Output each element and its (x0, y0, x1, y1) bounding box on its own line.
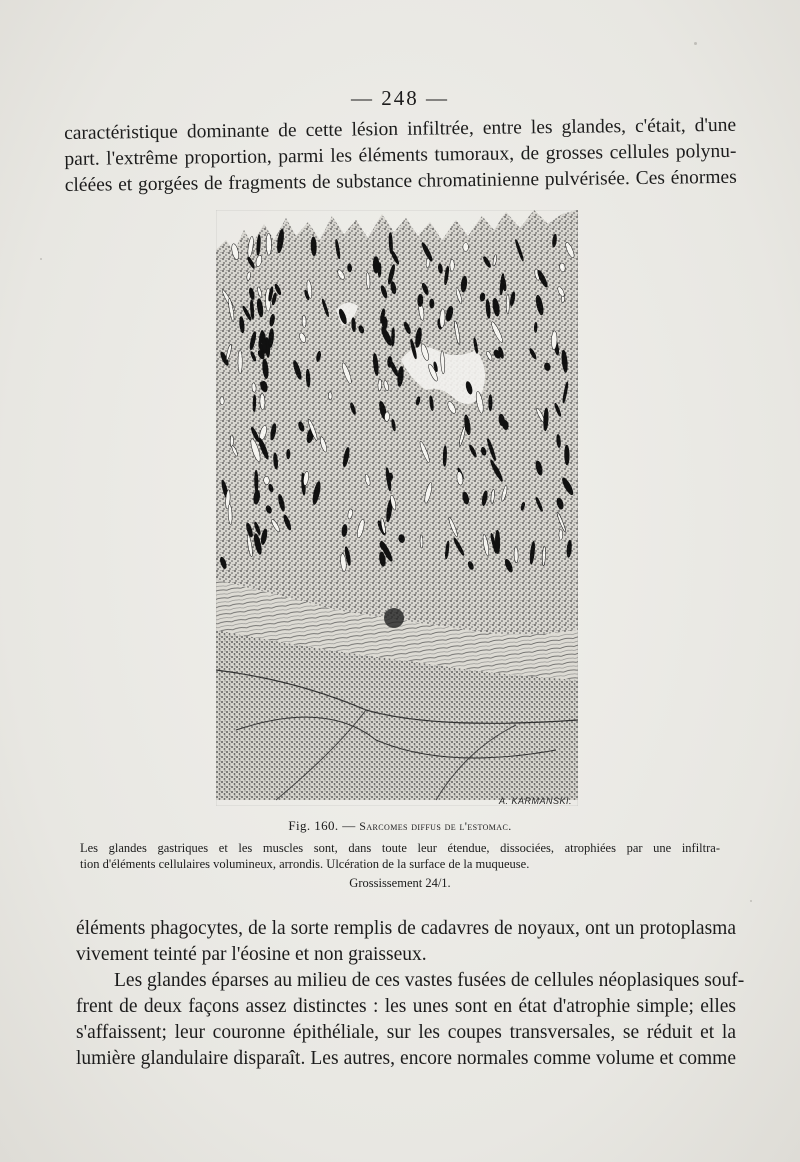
text-line: caractéristique dominante de cette lésion infiltrée, entre les glandes, c'était, d'une (64, 114, 737, 144)
text-line: vivement teinté par l'éosine et non graisseux. (76, 944, 427, 965)
paper-speck (40, 258, 42, 260)
text-line: Les glandes éparses au milieu de ces vastes fusées de cellules néoplasiques souf- (114, 970, 745, 991)
top-paragraph (64, 113, 737, 199)
engraving-nucleus (559, 529, 563, 540)
engraving-nucleus (551, 331, 557, 350)
figure-caption-title (0, 818, 800, 834)
engraving-nucleus (450, 259, 454, 271)
engraving-nucleus (220, 397, 224, 405)
figure-caption-body (80, 840, 720, 872)
engraving-nucleus (260, 394, 266, 410)
engraving-nucleus (387, 473, 393, 482)
caption-line: tion d'éléments cellulaires volumineux, arrondis. Ulcération de la surface de la muqueuse. (80, 857, 530, 871)
engraving-nucleus (534, 322, 537, 332)
engraving-nucleus (286, 449, 290, 459)
text-line: part. l'extrême proportion, parmi les éléments tumoraux, de grosses cellules polynu- (64, 140, 737, 170)
engraving-nucleus (489, 394, 493, 411)
text-line: frent de deux façons assez distinctes : les unes sont en état d'atrophie simple; elles (76, 996, 736, 1017)
artist-signature: A. KARMANSKI. (498, 796, 572, 806)
figure-title: Sarcomes diffus de l'estomac. (359, 819, 512, 833)
caption-dash: — (342, 818, 360, 833)
text-line: lumière glandulaire disparaît. Les autres, encore normales comme volume et comme (76, 1048, 736, 1069)
engraving-nucleus (311, 237, 317, 256)
text-line: cléées et gorgées de fragments de substance chromatinienne pulvérisée. Ces énormes (64, 166, 737, 196)
engraving-nucleus (254, 470, 258, 493)
figure-number: Fig. 160. (288, 818, 339, 833)
bottom-paragraph (76, 916, 745, 1072)
engraving-nucleus (506, 294, 509, 314)
engraving-nucleus (384, 412, 389, 422)
engraving-nucleus (429, 299, 434, 308)
paper-speck (694, 42, 697, 45)
engraving-nucleus (302, 315, 306, 327)
caption-line: Les glandes gastriques et les muscles sont, dans toute leur étendue, dissociées, atrophiées par une infiltra- (80, 841, 720, 855)
engraving-nucleus (266, 233, 272, 255)
engraving-nucleus (238, 350, 242, 374)
engraving-nucleus (564, 445, 569, 465)
engraving-nucleus (347, 264, 352, 272)
engraving-nucleus (514, 547, 519, 563)
text-line: éléments phagocytes, de la sorte remplis de cadavres de noyaux, ont un protoplasma (76, 918, 736, 939)
engraving-nucleus (373, 256, 379, 273)
magnification-note: Grossissement 24/1. (349, 876, 451, 890)
histology-engraving (216, 210, 578, 806)
engraving-nucleus (230, 435, 233, 447)
engraving-nucleus (420, 535, 423, 548)
text-line: s'affaissent; leur couronne épithéliale, sur les coupes transversales, se réduit et la (76, 1022, 736, 1043)
engraving-nucleus (328, 392, 332, 400)
engraving-nucleus (417, 294, 423, 307)
paper-speck (750, 900, 752, 902)
engraving-nucleus (463, 243, 469, 252)
page-number: — 248 — (351, 86, 449, 110)
figure-illustration (216, 210, 578, 806)
